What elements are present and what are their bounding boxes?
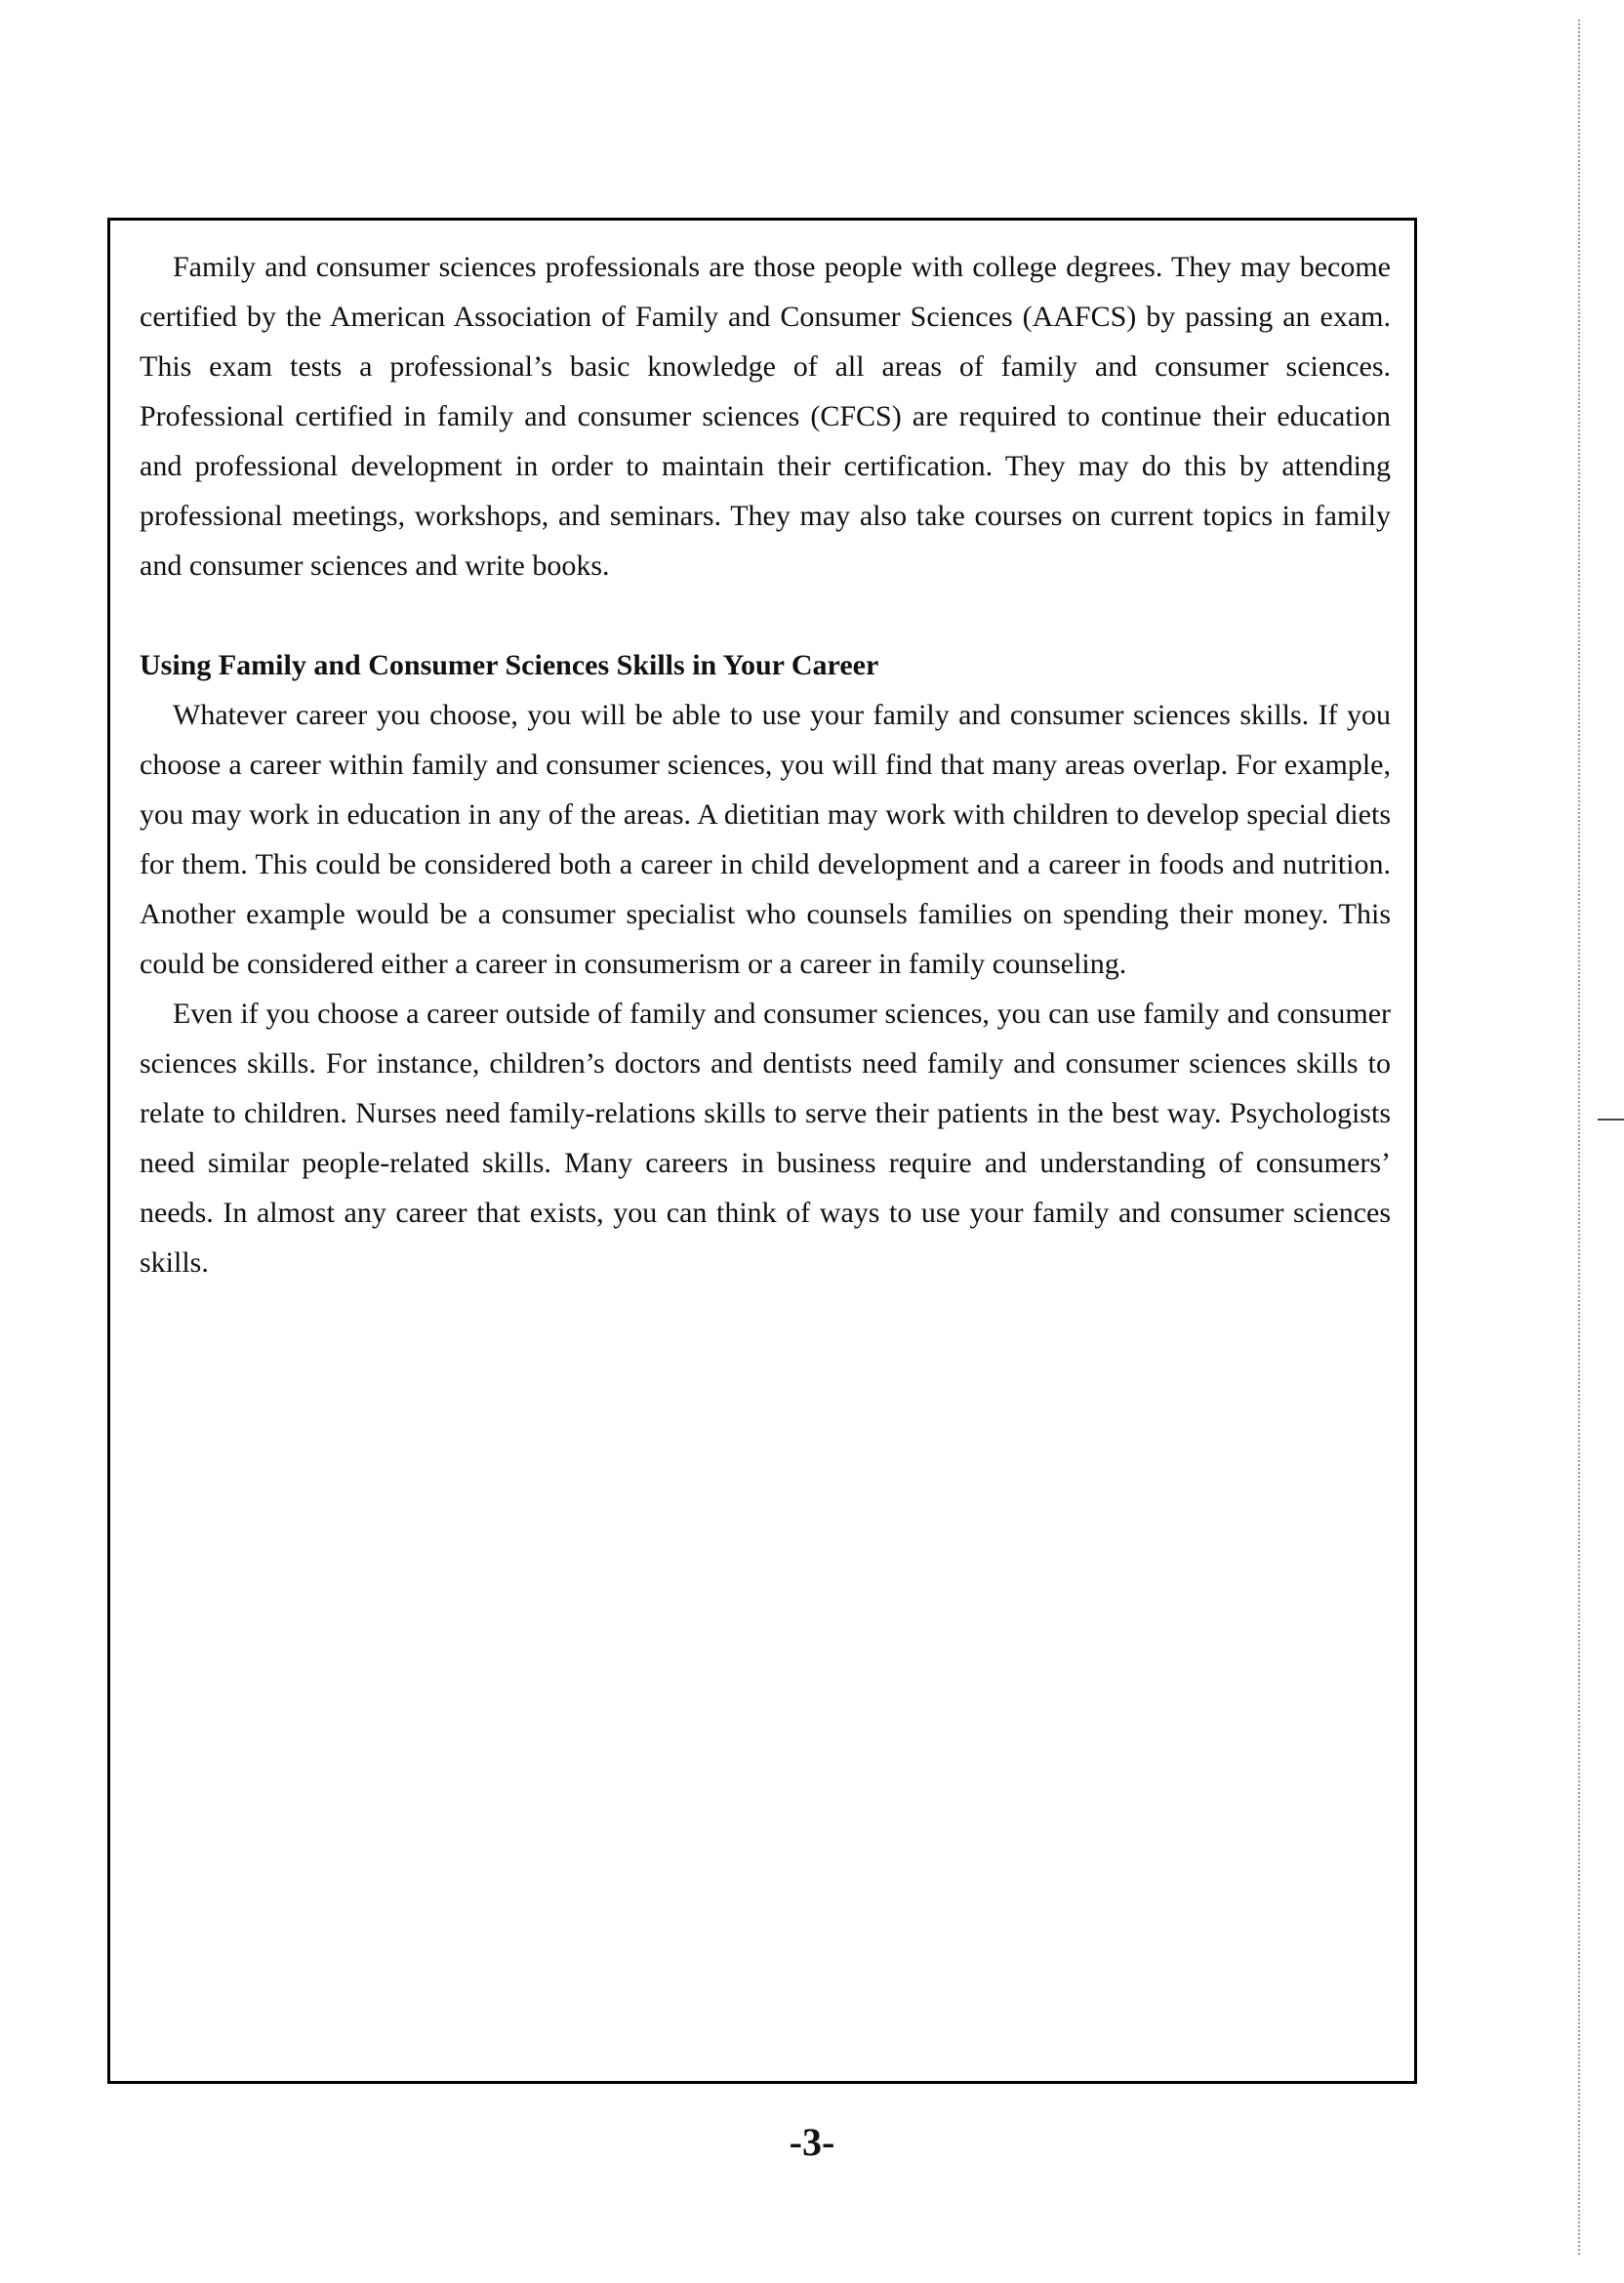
text-box-frame	[107, 218, 1417, 2084]
scan-edge-mark	[1598, 1119, 1624, 1121]
document-body	[140, 242, 1391, 1287]
section-paragraph-2: Even if you choose a career outside of family and consumer sciences, you can use family and consumer sciences skills. For instance, children’s doctors and dentists need family and consumer sciences skills to relate to children. Nurses need family-relations skills to serve their patients in the best way. Psychologists need similar people-related skills. Many careers in business require and understanding of consumers’ needs. In almost any career that exists, you can think of ways to use your family and consumer sciences skills.	[140, 998, 1391, 1279]
section-paragraph-1: Whatever career you choose, you will be able to use your family and consumer sciences skills. If you choose a career within family and consumer sciences, you will find that many areas overlap. For example, you may work in education in any of the areas. A dietitian may work with children to develop special diets for them. This could be considered both a career in child development and a career in foods and nutrition. Another example would be a consumer specialist who counsels families on spending their money. This could be considered either a career in consumerism or a career in family counseling.	[140, 699, 1391, 980]
intro-paragraph: Family and consumer sciences professionals are those people with college degrees. They may become certified by the American Association of Family and Consumer Sciences (AAFCS) by passing an exam. This exam tests a professional’s basic knowledge of all areas of family and consumer sciences. Professional certified in family and consumer sciences (CFCS) are required to continue their education and professional development in order to maintain their certification. They may do this by attending professional meetings, workshops, and seminars. They may also take courses on current topics in family and consumer sciences and write books.	[140, 251, 1391, 582]
page-number: -3-	[789, 2120, 835, 2164]
scan-edge-line	[1578, 20, 1580, 2255]
section-heading: Using Family and Consumer Sciences Skills in Your Career	[140, 649, 879, 681]
